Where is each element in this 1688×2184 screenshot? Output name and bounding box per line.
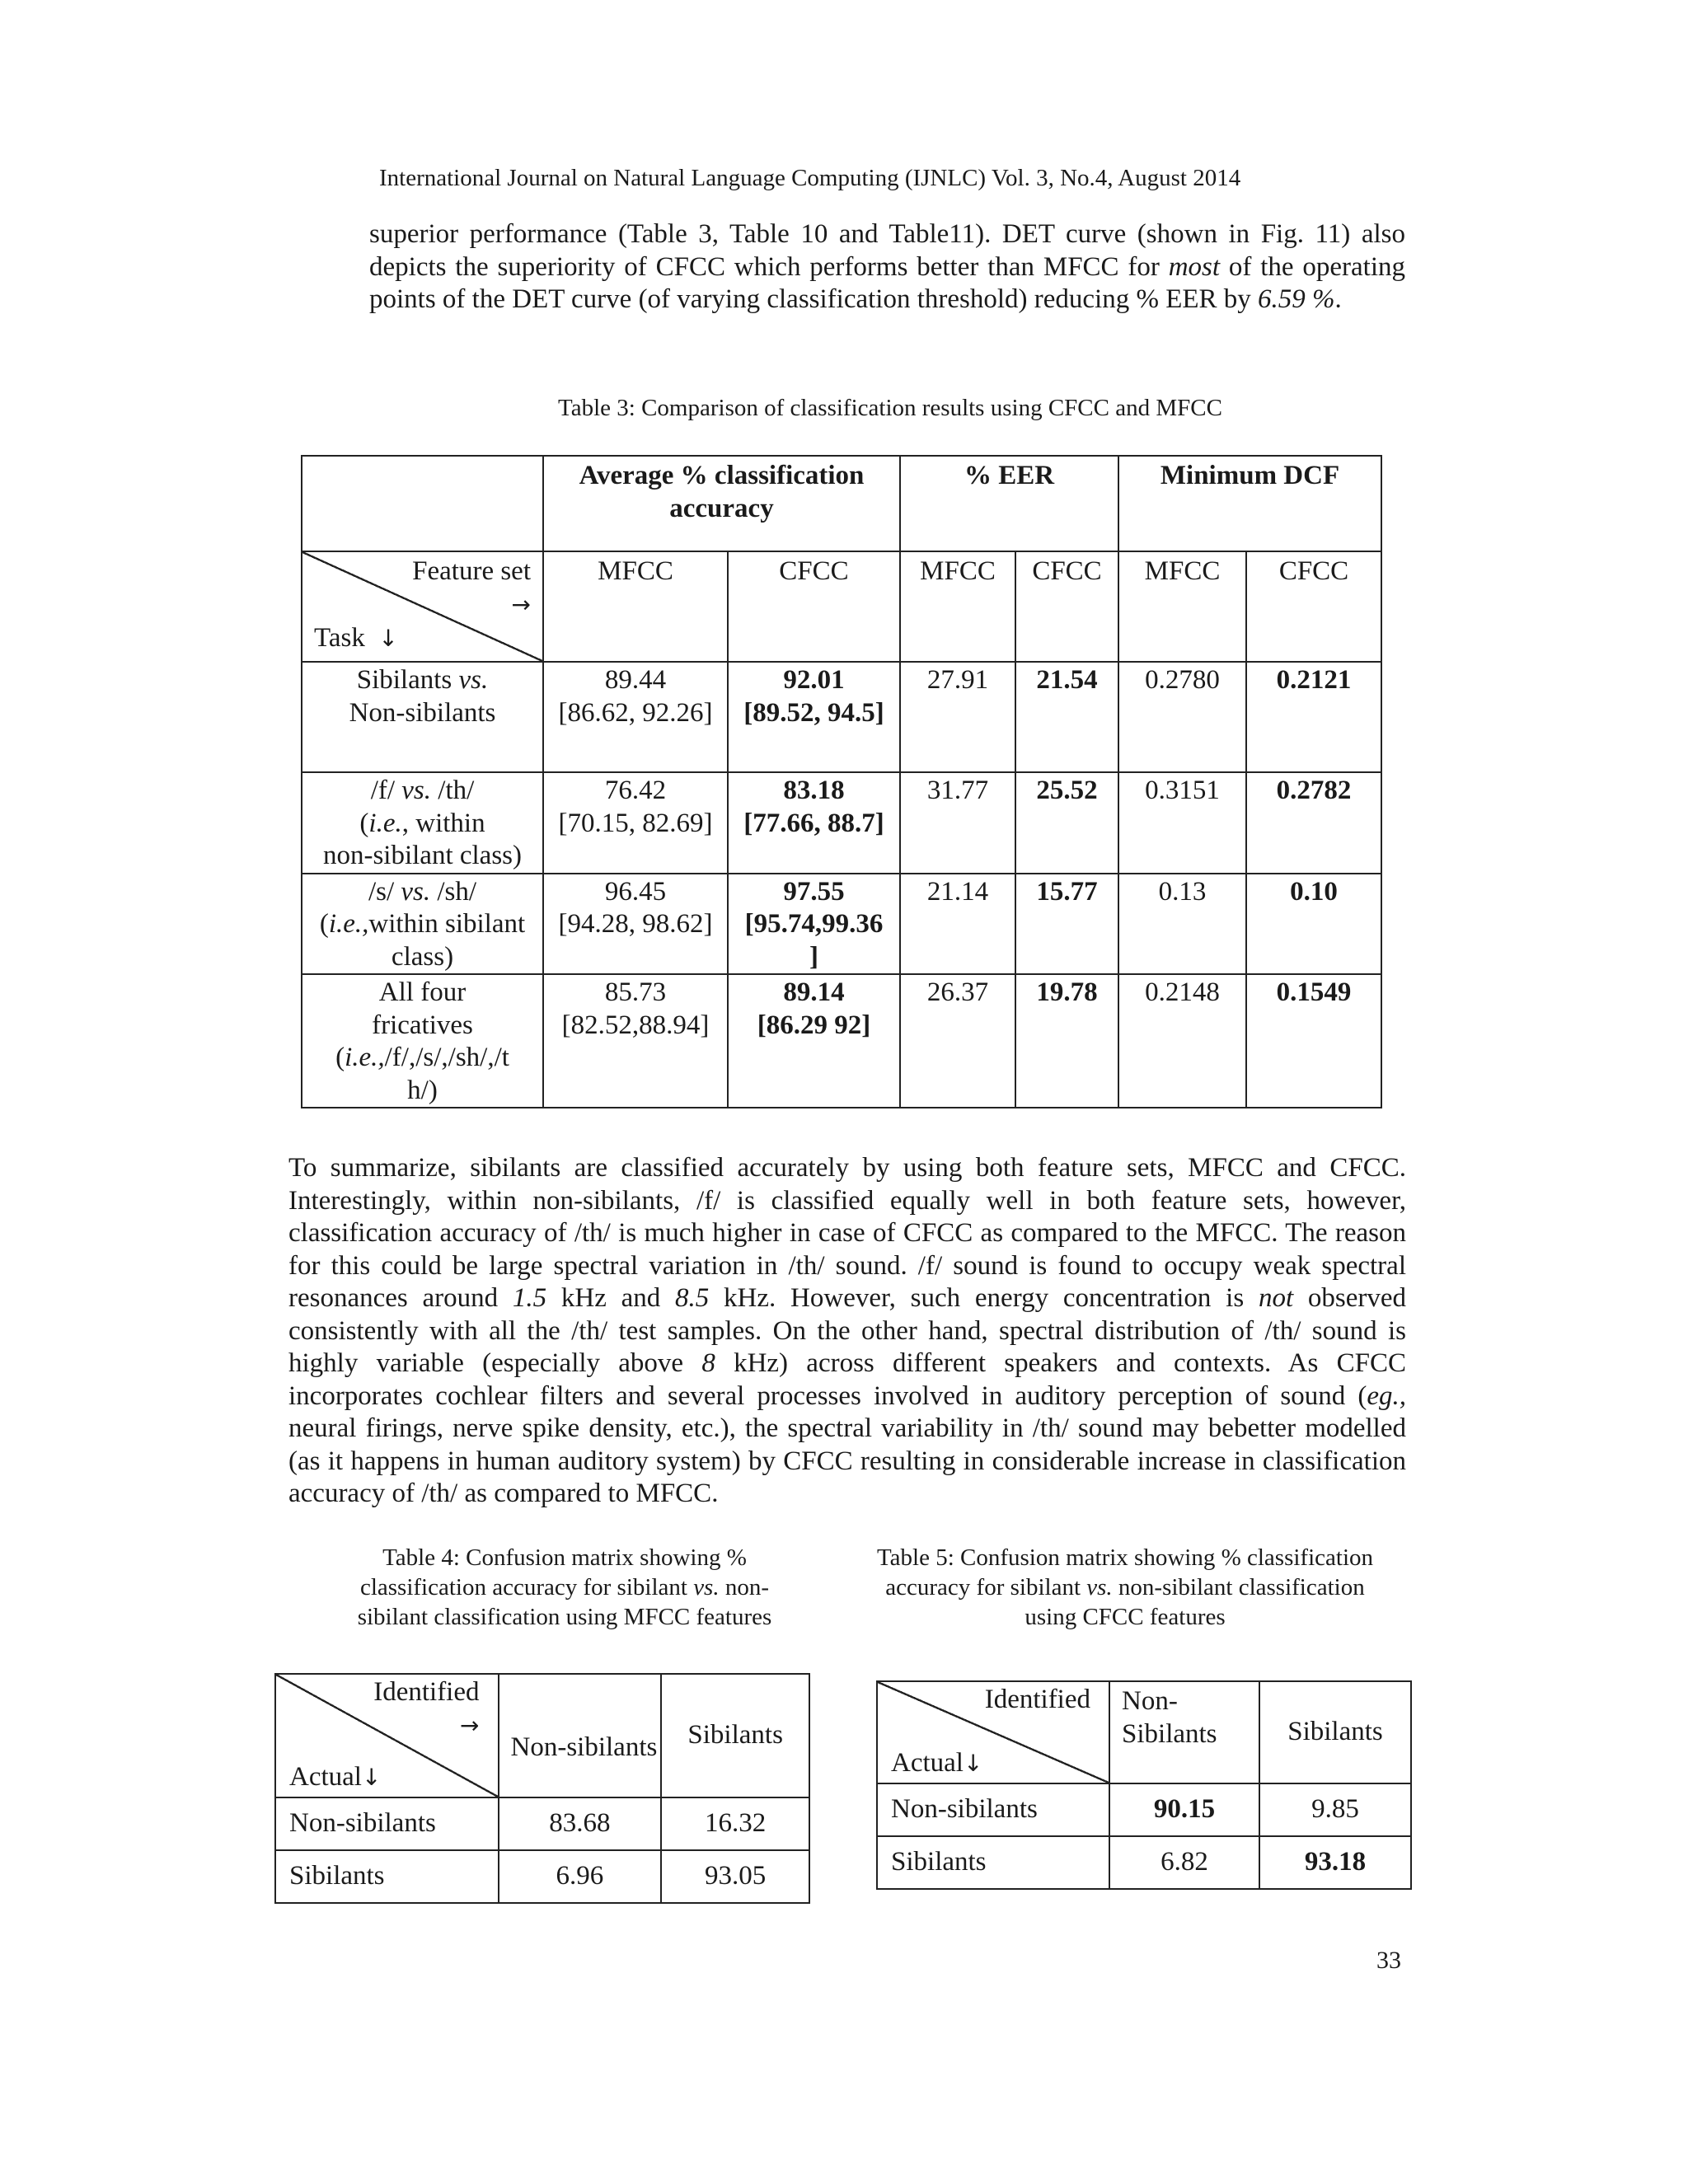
task-cell: Sibilants vs. Non-sibilants xyxy=(302,662,543,772)
table5-caption: Table 5: Confusion matrix showing % classification accuracy for sibilant vs. non-sibilant classification using CFCC features xyxy=(876,1544,1374,1630)
actual-label: Actual xyxy=(289,1761,362,1792)
table3-header-eer: % EER xyxy=(900,456,1118,551)
table-row xyxy=(302,874,1381,975)
paragraph-intro: superior performance (Table 3, Table 10 and Table11). DET curve (shown in Fig. 11) also depicts the superiority of CFCC which performs better than MFCC for most of the operating points of the DET curve (of varying classification threshold) reducing % EER by 6.59 %. xyxy=(369,219,1405,314)
table-row xyxy=(877,1836,1411,1889)
dcf-mfcc-cell: 0.2148 xyxy=(1118,974,1246,1108)
page-number: 33 xyxy=(1376,1947,1401,1974)
cell-value: 90.15 xyxy=(1109,1783,1259,1836)
eer-cfcc-cell: 15.77 xyxy=(1015,874,1118,975)
table5-confusion-cfcc xyxy=(876,1680,1412,1890)
table5-col-sibilants: Sibilants xyxy=(1259,1681,1411,1783)
cfcc-accuracy-cell: 83.18 [77.66, 88.7] xyxy=(728,772,900,874)
arrow-down-icon: ↓ xyxy=(378,624,398,652)
table4-caption: Table 4: Confusion matrix showing % classification accuracy for sibilant vs. non-sibilant classification using MFCC features xyxy=(357,1544,772,1630)
mfcc-accuracy-cell: 76.42 [70.15, 82.69] xyxy=(543,772,728,874)
table3-sub-cfcc-dcf: CFCC xyxy=(1246,551,1381,662)
cell-value: 6.96 xyxy=(499,1850,662,1903)
table4-header-row xyxy=(275,1674,809,1797)
table3-sub-mfcc-eer: MFCC xyxy=(900,551,1015,662)
table5-col-nonsibilants: Non-Sibilants xyxy=(1109,1681,1259,1783)
task-cell: All four fricatives (i.e.,/f/,/s/,/sh/,/t h/) xyxy=(302,974,543,1108)
running-header: International Journal on Natural Language Computing (IJNLC) Vol. 3, No.4, August 2014 xyxy=(379,165,1241,191)
table-row xyxy=(275,1797,809,1850)
cell-value: 6.82 xyxy=(1109,1836,1259,1889)
row-label: Sibilants xyxy=(877,1836,1109,1889)
table4-col-nonsibilants: Non-sibilants xyxy=(499,1674,662,1797)
table3-empty-cell xyxy=(302,456,543,551)
cfcc-accuracy-cell: 92.01 [89.52, 94.5] xyxy=(728,662,900,772)
feature-set-label: Feature set xyxy=(412,556,531,586)
table3-header-dcf: Minimum DCF xyxy=(1118,456,1381,551)
table3-diagonal-cell xyxy=(302,551,543,662)
table5-diagonal-cell xyxy=(877,1681,1109,1783)
table3-sub-cfcc-acc: CFCC xyxy=(728,551,900,662)
table3-sub-cfcc-eer: CFCC xyxy=(1015,551,1118,662)
table4-diagonal-cell xyxy=(275,1674,499,1797)
task-cell: /f/ vs. /th/ (i.e., within non-sibilant class) xyxy=(302,772,543,874)
dcf-mfcc-cell: 0.3151 xyxy=(1118,772,1246,874)
row-label: Non-sibilants xyxy=(275,1797,499,1850)
dcf-cfcc-cell: 0.1549 xyxy=(1246,974,1381,1108)
dcf-mfcc-cell: 0.2780 xyxy=(1118,662,1246,772)
cfcc-accuracy-cell: 97.55 [95.74,99.36 ] xyxy=(728,874,900,975)
table3-sub-mfcc-acc: MFCC xyxy=(543,551,728,662)
cell-value: 93.05 xyxy=(661,1850,809,1903)
table-row xyxy=(877,1783,1411,1836)
table3-caption: Table 3: Comparison of classification results using CFCC and MFCC xyxy=(558,395,1222,421)
table3-header-accuracy: Average % classification accuracy xyxy=(543,456,900,551)
table4-col-sibilants: Sibilants xyxy=(661,1674,809,1797)
mfcc-accuracy-cell: 96.45 [94.28, 98.62] xyxy=(543,874,728,975)
eer-cfcc-cell: 21.54 xyxy=(1015,662,1118,772)
table3-comparison xyxy=(301,455,1382,1108)
eer-mfcc-cell: 26.37 xyxy=(900,974,1015,1108)
row-label: Sibilants xyxy=(275,1850,499,1903)
cell-value: 9.85 xyxy=(1259,1783,1411,1836)
eer-mfcc-cell: 21.14 xyxy=(900,874,1015,975)
cfcc-accuracy-cell: 89.14 [86.29 92] xyxy=(728,974,900,1108)
eer-mfcc-cell: 31.77 xyxy=(900,772,1015,874)
table5-header-row xyxy=(877,1681,1411,1783)
dcf-cfcc-cell: 0.2782 xyxy=(1246,772,1381,874)
cell-value: 93.18 xyxy=(1259,1836,1411,1889)
table4-confusion-mfcc xyxy=(274,1673,810,1904)
mfcc-accuracy-cell: 85.73 [82.52,88.94] xyxy=(543,974,728,1108)
identified-label: Identified xyxy=(984,1685,1090,1714)
table3-sub-mfcc-dcf: MFCC xyxy=(1118,551,1246,662)
dcf-cfcc-cell: 0.10 xyxy=(1246,874,1381,975)
eer-cfcc-cell: 25.52 xyxy=(1015,772,1118,874)
cell-value: 16.32 xyxy=(661,1797,809,1850)
table-row xyxy=(302,974,1381,1108)
mfcc-accuracy-cell: 89.44 [86.62, 92.26] xyxy=(543,662,728,772)
table-row xyxy=(302,772,1381,874)
cell-value: 83.68 xyxy=(499,1797,662,1850)
task-label: Task xyxy=(314,622,365,653)
table-row xyxy=(275,1850,809,1903)
eer-mfcc-cell: 27.91 xyxy=(900,662,1015,772)
identified-label: Identified xyxy=(373,1677,480,1707)
arrow-right-icon: → xyxy=(460,1711,480,1739)
arrow-down-icon: ↓ xyxy=(361,1763,382,1791)
paragraph-summary: To summarize, sibilants are classified accurately by using both feature sets, MFCC and CFCC. Interestingly, within non-sibilants, /f/ is classified equally well in both feature sets, however, classification accuracy of /th/ is much higher in case of CFCC as compared to the MFCC. The reason for this could be large spectral variation in /th/ sound. /f/ sound is found to occupy weak spectral resonances around 1.5 kHz and 8.5 kHz. However, such energy concentration is not observed consistently with all the /th/ test samples. On the other hand, spectral distribution of /th/ sound is highly variable (especially above 8 kHz) across different speakers and contexts. As CFCC incorporates cochlear filters and several processes involved in auditory perception of sound (eg., neural firings, nerve spike density, etc.), the spectral variability in /th/ sound may bebetter modelled (as it happens in human auditory system) by CFCC resulting in considerable increase in classification accuracy of /th/ as compared to MFCC. xyxy=(288,1153,1406,1508)
arrow-right-icon: → xyxy=(511,590,531,618)
table3-header-row xyxy=(302,456,1381,551)
table-row xyxy=(302,662,1381,772)
task-cell: /s/ vs. /sh/ (i.e.,within sibilant class) xyxy=(302,874,543,975)
dcf-mfcc-cell: 0.13 xyxy=(1118,874,1246,975)
dcf-cfcc-cell: 0.2121 xyxy=(1246,662,1381,772)
eer-cfcc-cell: 19.78 xyxy=(1015,974,1118,1108)
table3-subheader-row xyxy=(302,551,1381,662)
actual-label: Actual xyxy=(891,1747,964,1778)
row-label: Non-sibilants xyxy=(877,1783,1109,1836)
arrow-down-icon: ↓ xyxy=(963,1749,983,1777)
